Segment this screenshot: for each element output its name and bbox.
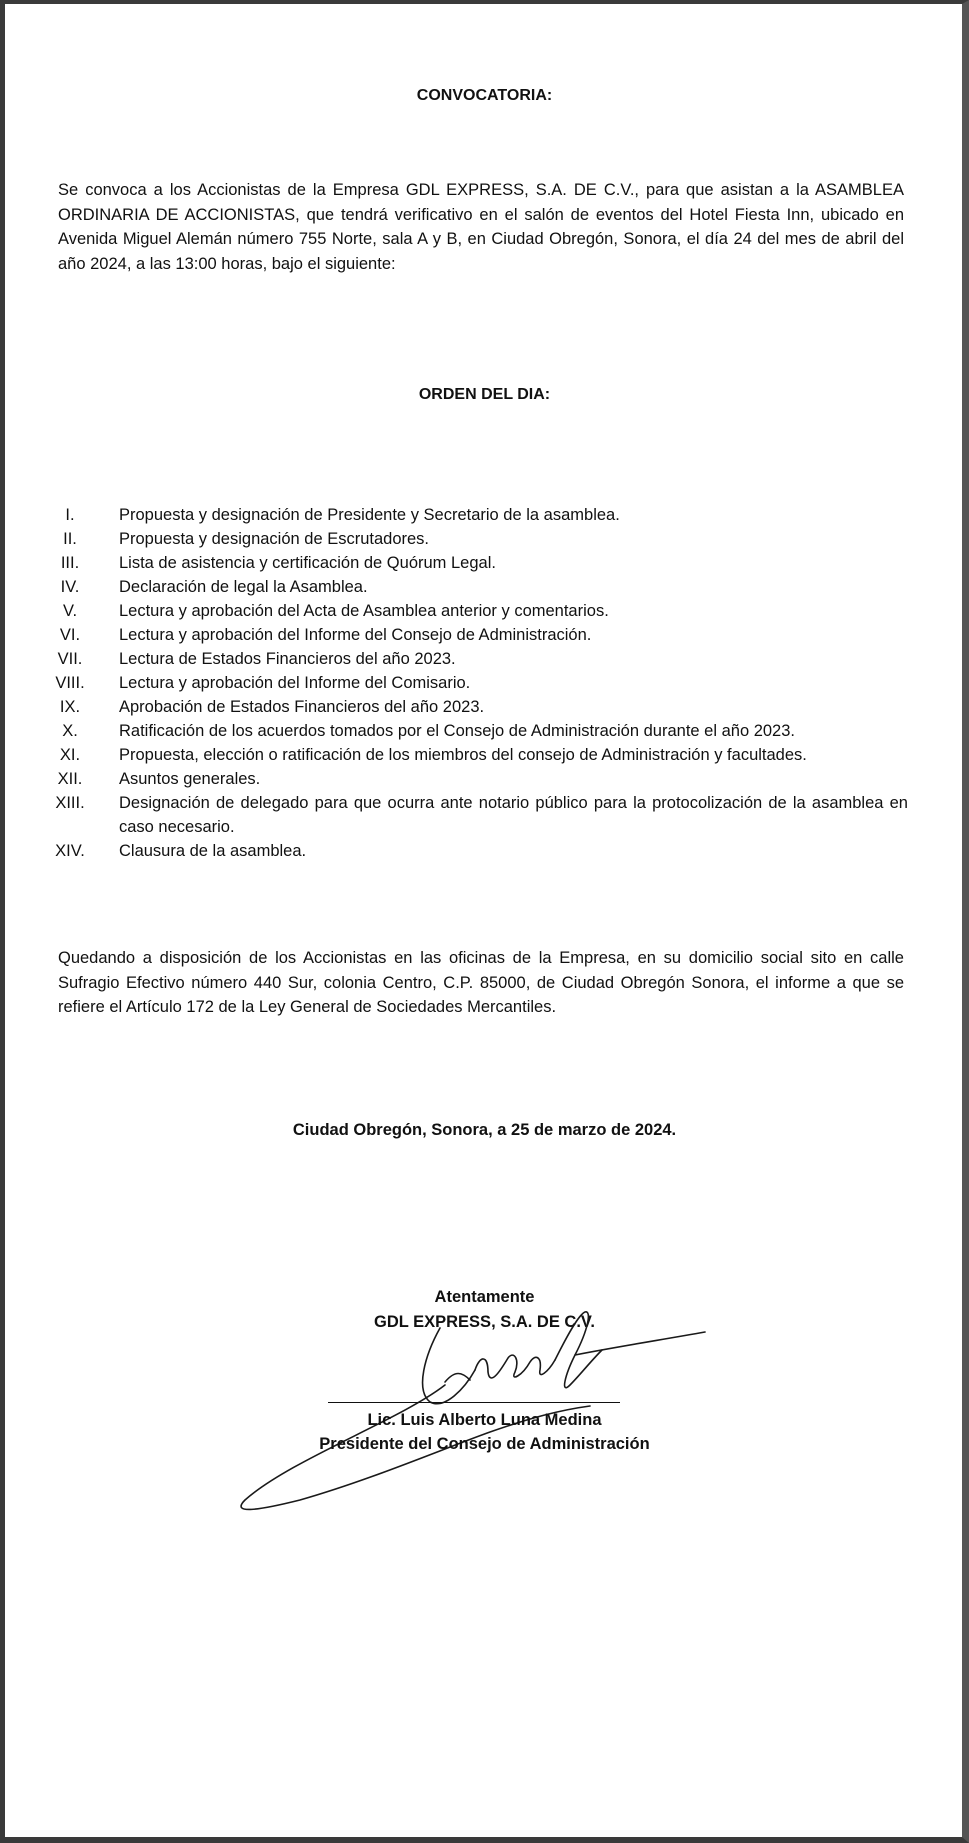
agenda-item <box>48 527 908 551</box>
agenda-item-text: Lectura y aprobación del Informe del Consejo de Administración. <box>119 626 592 644</box>
signature-company: GDL EXPRESS, S.A. DE C.V. <box>374 1313 595 1331</box>
signatory-name: Lic. Luis Alberto Luna Medina <box>367 1411 602 1429</box>
signature-line <box>328 1402 620 1403</box>
agenda-item-text: Declaración de legal la Asamblea. <box>119 578 368 596</box>
agenda-item-text: Designación de delegado para que ocurra ante notario público para la protocolización de la asamblea en caso necesario. <box>119 794 908 836</box>
agenda-item-number: X. <box>62 722 78 740</box>
agenda-item-number: II. <box>63 530 77 548</box>
agenda-item-text: Propuesta y designación de Presidente y Secretario de la asamblea. <box>119 506 620 524</box>
agenda-item-number: IX. <box>59 698 81 716</box>
agenda-item <box>48 647 908 671</box>
closing-paragraph: Quedando a disposición de los Accionistas en las oficinas de la Empresa, en su domicilio social sito en calle Sufragio Efectivo número 440 Sur, colonia Centro, C.P. 85000, de Ciudad Obregón Sonora, el informe a que se refiere el Artículo 172 de la Ley General de Sociedades Mercantiles. <box>58 949 904 1016</box>
agenda-item-number: III. <box>60 554 80 572</box>
agenda-item <box>48 599 908 623</box>
agenda-item-number: VII. <box>57 650 83 668</box>
agenda-item-text: Lectura de Estados Financieros del año 2023. <box>119 650 456 668</box>
agenda-item-number: VI. <box>59 626 81 644</box>
agenda-item-number: XIII. <box>55 794 85 812</box>
agenda-item <box>48 575 908 599</box>
place-date: Ciudad Obregón, Sonora, a 25 de marzo de 2024. <box>292 1121 677 1139</box>
agenda-item-number: XII. <box>57 770 83 788</box>
agenda-item-text: Lectura y aprobación del Informe del Comisario. <box>119 674 471 692</box>
agenda-item-text: Lista de asistencia y certificación de Quórum Legal. <box>119 554 496 572</box>
agenda-item-text: Propuesta, elección o ratificación de los miembros del consejo de Administración y facultades. <box>119 746 807 764</box>
agenda-item <box>48 503 908 527</box>
agenda-item-text: Lectura y aprobación del Acta de Asamblea anterior y comentarios. <box>119 602 609 620</box>
intro-paragraph: Se convoca a los Accionistas de la Empresa GDL EXPRESS, S.A. DE C.V., para que asistan a la ASAMBLEA ORDINARIA DE ACCIONISTAS, que tendrá verificativo en el salón de eventos del Hotel Fiesta Inn, ubicado en Avenida Miguel Alemán número 755 Norte, sala A y B, en Ciudad Obregón, Sonora, el día 24 del mes de abril del año 2024, a las 13:00 horas, bajo el siguiente: <box>58 181 904 273</box>
agenda-item-text: Aprobación de Estados Financieros del año 2023. <box>119 698 485 716</box>
signature-salutation: Atentamente <box>434 1288 535 1306</box>
agenda-item <box>48 839 908 863</box>
agenda-title: ORDEN DEL DIA: <box>418 386 551 403</box>
agenda-item-text: Propuesta y designación de Escrutadores. <box>119 530 430 548</box>
agenda-item <box>48 623 908 647</box>
agenda-item <box>48 695 908 719</box>
agenda-item <box>48 743 908 767</box>
agenda-item <box>48 671 908 695</box>
agenda-item <box>48 767 908 791</box>
document-title: CONVOCATORIA: <box>416 87 553 104</box>
agenda-item-number: XI. <box>59 746 81 764</box>
agenda-item-text: Ratificación de los acuerdos tomados por el Consejo de Administración durante el año 2023. <box>119 722 795 740</box>
agenda-item-number: VIII. <box>55 674 85 692</box>
agenda-item <box>48 791 908 839</box>
agenda-item-number: XIV. <box>55 842 85 860</box>
agenda-list <box>48 503 908 863</box>
agenda-item-number: V. <box>62 602 78 620</box>
agenda-item-number: IV. <box>60 578 80 596</box>
signatory-position: Presidente del Consejo de Administración <box>319 1435 650 1453</box>
agenda-item-number: I. <box>65 506 75 524</box>
agenda-item <box>48 551 908 575</box>
agenda-item-text: Asuntos generales. <box>119 770 261 788</box>
agenda-item <box>48 719 908 743</box>
agenda-item-text: Clausura de la asamblea. <box>119 842 307 860</box>
